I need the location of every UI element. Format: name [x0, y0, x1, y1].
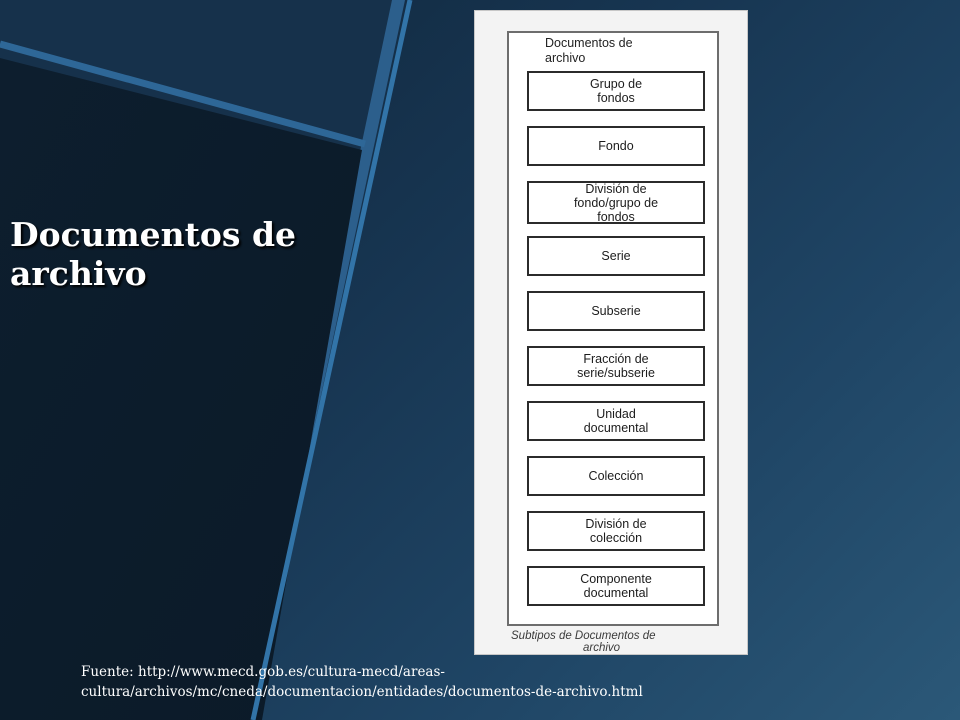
source-citation-line: cultura/archivos/mc/cneda/documentacion/entidades/documentos-de-archivo.html — [81, 684, 643, 700]
diagram-node-division-de-coleccion — [527, 511, 705, 551]
node-label — [574, 182, 658, 224]
node-label — [589, 469, 644, 483]
diagram-title — [545, 36, 685, 66]
node-label-line: Colección — [588, 469, 644, 483]
background-dark-panel — [0, 58, 362, 720]
node-label — [598, 139, 633, 153]
diagram-node-subserie — [527, 291, 705, 331]
slide-title-line: archivo — [10, 253, 147, 293]
slide-title — [10, 216, 350, 293]
diagram-node-unidad-documental — [527, 401, 705, 441]
node-label-line: Serie — [601, 249, 631, 263]
slide-title-line: Documentos de — [10, 215, 297, 254]
node-label-line: fondos — [597, 91, 635, 105]
node-label-line: colección — [589, 531, 643, 545]
node-label-line: serie/subserie — [577, 366, 655, 380]
node-label-line: documental — [583, 421, 649, 435]
node-label — [601, 249, 630, 263]
node-label-line: División de — [585, 181, 647, 196]
diagram-caption-line: Subtipos de Documentos de — [511, 630, 656, 642]
diagram-node-serie — [527, 236, 705, 276]
diagram-title-line: Documentos de — [545, 36, 633, 50]
diagram-caption — [511, 630, 731, 654]
node-label — [584, 407, 649, 435]
node-label-line: Unidad — [596, 407, 636, 421]
node-label-line: División de — [585, 517, 647, 531]
diagram-caption-line: archivo — [583, 642, 621, 654]
node-label-line: fondo/grupo de — [573, 195, 659, 210]
diagram-node-division-de-fondo — [527, 181, 705, 224]
diagram-title-line: archivo — [545, 51, 586, 65]
diagram-figure — [474, 10, 748, 655]
node-label — [590, 77, 642, 105]
node-label-line: Grupo de — [589, 77, 643, 91]
node-label-line: Componente — [580, 572, 652, 586]
node-label — [585, 517, 646, 545]
node-label — [591, 304, 640, 318]
source-citation-line: Fuente: http://www.mecd.gob.es/cultura-mecd/areas- — [81, 664, 445, 680]
node-label — [580, 572, 652, 600]
node-label-line: Subserie — [591, 304, 641, 318]
node-label — [577, 352, 655, 380]
diagram-node-grupo-de-fondos — [527, 71, 705, 111]
node-label-line: documental — [583, 586, 649, 600]
node-label-line: Fracción de — [583, 352, 649, 366]
diagram-node-fondo — [527, 126, 705, 166]
node-label-line: Fondo — [598, 139, 634, 153]
diagram-node-coleccion — [527, 456, 705, 496]
diagram-node-fraccion-de-serie — [527, 346, 705, 386]
node-label-line: fondos — [597, 209, 635, 224]
diagram-frame — [507, 31, 719, 626]
diagram-node-componente-documental — [527, 566, 705, 606]
source-citation — [81, 662, 721, 702]
